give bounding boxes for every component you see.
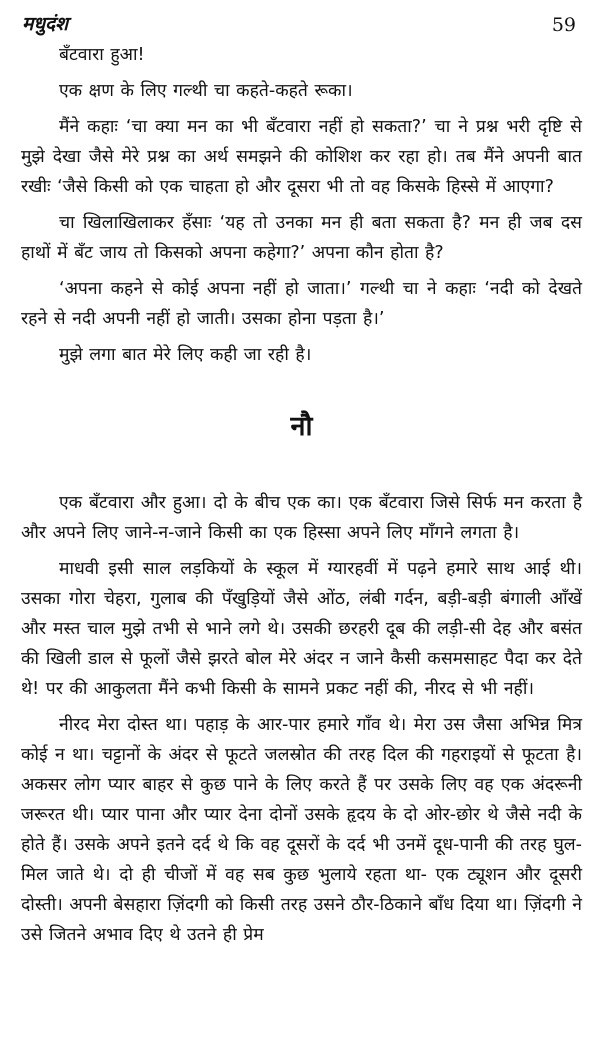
paragraph: एक बँटवारा और हुआ। दो के बीच एक का। एक बँटवारा जिसे सिर्फ मन करता है और अपने लिए जाने-न-जाने किसी का एक हिस्सा अपने लिए माँगने लगता है। — [21, 493, 582, 543]
book-title: मधुदंश — [22, 13, 69, 35]
page-number: 59 — [551, 14, 576, 36]
paragraph: मैंने कहाः ‘चा क्या मन का भी बँटवारा नहीं हो सकता?’ चा ने प्रश्न भरी दृष्टि से मुझे देखा जैसे मेरे प्रश्न का अर्थ समझने की कोशिश कर रहा हो। तब मैंने अपनी बात रखीः ‘जैसे किसी को एक चाहता हो और दूसरा भी तो वह किसके हिस्से में आएगा? — [21, 117, 582, 197]
paragraph: माधवी इसी साल लड़कियों के स्कूल में ग्यारहवीं में पढ़ने हमारे साथ आई थी। उसका गोरा चेहरा, गुलाब की पँखुड़ियों जैसे ओंठ, लंबी गर्दन, बड़ी-बड़ी बंगाली आँखें और मस्त चाल मुझे तभी से भाने लगे थे। उसकी छरहरी दूब की लड़ी-सी देह और बसंत की खिली डाल से फूलों जैसे झरते बोल मेरे अंदर न जाने कैसी कसमसाहट पैदा कर देते थे! पर की आकुलता मैंने कभी किसी के सामने प्रकट नहीं की, नीरद से भी नहीं। — [21, 559, 582, 699]
running-header — [21, 0, 582, 40]
paragraph: बँटवारा हुआ! — [59, 45, 145, 65]
paragraph: चा खिलाखिलाकर हँसाः ‘यह तो उनका मन ही बता सकता है? मन ही जब दस हाथों में बँट जाय तो किसको अपना कहेगा?’ अपना कौन होता है? — [21, 213, 582, 263]
paragraph: एक क्षण के लिए गल्थी चा कहते-कहते रूका। — [59, 81, 353, 101]
paragraph: ‘अपना कहने से कोई अपना नहीं हो जाता।’ गल्थी चा ने कहाः ‘नदी को देखते रहने से नदी अपनी नहीं हो जाती। उसका होना पड़ता है।’ — [21, 279, 582, 329]
section-continued-text — [21, 40, 582, 370]
chapter-heading: नौ — [290, 411, 313, 442]
paragraph: नीरद मेरा दोस्त था। पहाड़ के आर-पार हमारे गाँव थे। मेरा उस जैसा अभिन्न मित्र कोई न था। चट्टानों के अंदर से फूटते जलस्रोत की तरह दिल की गहराइयों से फूटता है। अकसर लोग प्यार बाहर से कुछ पाने के लिए करते हैं पर उसके लिए वह एक अंदरूनी जरूरत थी। प्यार पाना और प्यार देना दोनों उसके हृदय के दो ओर-छोर थे जैसे नदी के होते हैं। उसके अपने इतने दर्द थे कि वह दूसरों के दर्द भी उनमें दूध-पानी की तरह घुल-मिल जाते थे। दो ही चीजों में वह सब कुछ भुलाये रहता था- एक ट्यूशन और दूसरी दोस्ती। अपनी बेसहारा ज़िंदगी को किसी तरह उसने ठौर-ठिकाने बाँध दिया था। ज़िंदगी ने उसे जितने अभाव दिए थे उतने ही प्रेम — [21, 715, 582, 945]
chapter-body — [21, 488, 582, 950]
paragraph: मुझे लगा बात मेरे लिए कही जा रही है। — [59, 345, 312, 365]
